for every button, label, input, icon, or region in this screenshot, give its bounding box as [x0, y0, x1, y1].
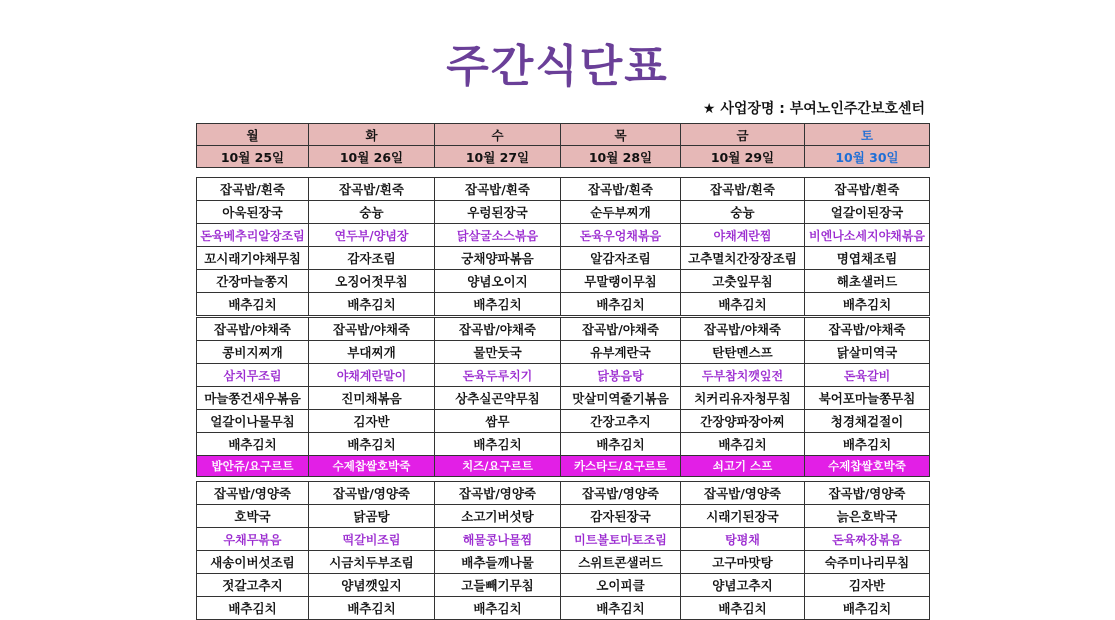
menu-cell: 잡곡밥/야채죽 — [435, 318, 561, 341]
page-title: 주간식단표 — [446, 41, 669, 92]
menu-cell: 스위트콘샐러드 — [561, 551, 681, 574]
day-name: 월 — [197, 124, 309, 146]
menu-cell: 닭곰탕 — [309, 505, 435, 528]
breakfast-row — [197, 293, 930, 316]
menu-cell: 청경채겉절이 — [805, 410, 930, 433]
menu-cell: 배추김치 — [681, 597, 805, 620]
dinner-row — [197, 505, 930, 528]
menu-cell: 잡곡밥/영양죽 — [309, 482, 435, 505]
snack-cell: 카스타드/요구르트 — [561, 456, 681, 477]
main-dish-cell: 연두부/양념장 — [309, 224, 435, 247]
menu-cell: 맛살미역줄기볶음 — [561, 387, 681, 410]
menu-cell: 잡곡밥/흰죽 — [309, 178, 435, 201]
menu-cell: 배추김치 — [309, 293, 435, 316]
menu-cell: 간장마늘쫑지 — [197, 270, 309, 293]
day-date: 10월 27일 — [435, 146, 561, 168]
main-dish-cell: 돈육우엉채볶음 — [561, 224, 681, 247]
menu-cell: 소고기버섯탕 — [435, 505, 561, 528]
snack-cell: 쇠고기 스프 — [681, 456, 805, 477]
dinner-table — [196, 481, 930, 620]
menu-cell: 배추김치 — [309, 433, 435, 456]
menu-cell: 배추김치 — [805, 597, 930, 620]
menu-cell: 궁채양파볶음 — [435, 247, 561, 270]
menu-cell: 잡곡밥/흰죽 — [561, 178, 681, 201]
menu-cell: 상추실곤약무침 — [435, 387, 561, 410]
menu-cell: 무말랭이무침 — [561, 270, 681, 293]
dinner-row — [197, 482, 930, 505]
menu-cell: 오징어젓무침 — [309, 270, 435, 293]
menu-cell: 마늘쫑건새우볶음 — [197, 387, 309, 410]
day-name: 화 — [309, 124, 435, 146]
menu-cell: 잡곡밥/야채죽 — [561, 318, 681, 341]
main-dish-cell: 삼치무조림 — [197, 364, 309, 387]
menu-cell: 배추김치 — [197, 597, 309, 620]
menu-cell: 배추김치 — [435, 433, 561, 456]
menu-cell: 잡곡밥/흰죽 — [435, 178, 561, 201]
menu-cell: 잡곡밥/야채죽 — [681, 318, 805, 341]
day-date: 10월 30일 — [805, 146, 930, 168]
day-name: 수 — [435, 124, 561, 146]
menu-cell: 잡곡밥/영양죽 — [805, 482, 930, 505]
menu-cell: 숭늉 — [309, 201, 435, 224]
menu-cell: 잡곡밥/영양죽 — [561, 482, 681, 505]
menu-cell: 명엽채조림 — [805, 247, 930, 270]
menu-cell: 콩비지찌개 — [197, 341, 309, 364]
day-date: 10월 28일 — [561, 146, 681, 168]
main-dish-cell: 탕평채 — [681, 528, 805, 551]
day-name: 목 — [561, 124, 681, 146]
main-dish-cell: 미트볼토마토조림 — [561, 528, 681, 551]
day-name: 금 — [681, 124, 805, 146]
menu-cell: 탄탄멘스프 — [681, 341, 805, 364]
menu-cell: 잡곡밥/흰죽 — [197, 178, 309, 201]
snack-cell: 수제찹쌀호박죽 — [805, 456, 930, 477]
menu-cell: 배추들깨나물 — [435, 551, 561, 574]
snack-cell: 치즈/요구르트 — [435, 456, 561, 477]
breakfast-row — [197, 247, 930, 270]
day-header-table — [196, 123, 930, 168]
menu-cell: 김자반 — [309, 410, 435, 433]
breakfast-row — [197, 201, 930, 224]
lunch-body — [197, 318, 930, 477]
dinner-body — [197, 482, 930, 620]
menu-cell: 쌈무 — [435, 410, 561, 433]
menu-cell: 꼬시래기야채무침 — [197, 247, 309, 270]
menu-cell: 배추김치 — [805, 433, 930, 456]
breakfast-row — [197, 178, 930, 201]
menu-cell: 잡곡밥/야채죽 — [805, 318, 930, 341]
menu-cell: 양념고추지 — [681, 574, 805, 597]
menu-cell: 간장양파장아찌 — [681, 410, 805, 433]
main-dish-cell: 돈육갈비 — [805, 364, 930, 387]
menu-cell: 배추김치 — [435, 597, 561, 620]
menu-cell: 고들빼기무침 — [435, 574, 561, 597]
menu-cell: 호박국 — [197, 505, 309, 528]
menu-cell: 배추김치 — [309, 597, 435, 620]
menu-cell: 배추김치 — [681, 293, 805, 316]
menu-cell: 물만둣국 — [435, 341, 561, 364]
lunch-row — [197, 433, 930, 456]
menu-cell: 잡곡밥/야채죽 — [197, 318, 309, 341]
menu-cell: 얼갈이나물무침 — [197, 410, 309, 433]
day-date-row — [197, 146, 930, 168]
menu-cell: 알감자조림 — [561, 247, 681, 270]
menu-cell: 치커리유자청무침 — [681, 387, 805, 410]
menu-cell: 배추김치 — [561, 293, 681, 316]
menu-cell: 순두부찌개 — [561, 201, 681, 224]
lunch-row — [197, 341, 930, 364]
menu-cell: 오이피클 — [561, 574, 681, 597]
main-dish-cell: 돈육베추리알장조림 — [197, 224, 309, 247]
main-dish-cell: 우채무볶음 — [197, 528, 309, 551]
day-date: 10월 26일 — [309, 146, 435, 168]
menu-cell: 부대찌개 — [309, 341, 435, 364]
day-date: 10월 29일 — [681, 146, 805, 168]
breakfast-row — [197, 224, 930, 247]
lunch-table — [196, 317, 930, 477]
menu-cell: 배추김치 — [561, 597, 681, 620]
menu-cell: 우렁된장국 — [435, 201, 561, 224]
menu-cell: 잡곡밥/영양죽 — [435, 482, 561, 505]
snack-cell: 수제찹쌀호박죽 — [309, 456, 435, 477]
main-dish-cell: 닭봉음탕 — [561, 364, 681, 387]
snack-row — [197, 456, 930, 477]
menu-cell: 배추김치 — [435, 293, 561, 316]
main-dish-cell: 떡갈비조림 — [309, 528, 435, 551]
main-dish-cell: 돈육짜장볶음 — [805, 528, 930, 551]
menu-cell: 아욱된장국 — [197, 201, 309, 224]
menu-cell: 잡곡밥/야채죽 — [309, 318, 435, 341]
menu-cell: 잡곡밥/흰죽 — [805, 178, 930, 201]
lunch-row — [197, 364, 930, 387]
day-name-row — [197, 124, 930, 146]
menu-cell: 늙은호박국 — [805, 505, 930, 528]
dinner-row — [197, 551, 930, 574]
dinner-row — [197, 528, 930, 551]
menu-cell: 북어포마늘쫑무침 — [805, 387, 930, 410]
menu-cell: 배추김치 — [561, 433, 681, 456]
main-dish-cell: 해물콩나물찜 — [435, 528, 561, 551]
menu-cell: 양념오이지 — [435, 270, 561, 293]
menu-cell: 유부계란국 — [561, 341, 681, 364]
breakfast-row — [197, 270, 930, 293]
menu-cell: 배추김치 — [197, 433, 309, 456]
menu-cell: 양념깻잎지 — [309, 574, 435, 597]
menu-cell: 얼갈이된장국 — [805, 201, 930, 224]
menu-cell: 잡곡밥/영양죽 — [197, 482, 309, 505]
main-dish-cell: 두부참치깻잎전 — [681, 364, 805, 387]
menu-cell: 고추멸치간장장조림 — [681, 247, 805, 270]
main-dish-cell: 돈육두루치기 — [435, 364, 561, 387]
menu-cell: 배추김치 — [681, 433, 805, 456]
menu-cell: 시금치두부조림 — [309, 551, 435, 574]
day-name: 토 — [805, 124, 930, 146]
menu-cell: 닭살미역국 — [805, 341, 930, 364]
main-dish-cell: 야채계란찜 — [681, 224, 805, 247]
breakfast-body — [197, 178, 930, 316]
menu-cell: 숙주미나리무침 — [805, 551, 930, 574]
lunch-row — [197, 318, 930, 341]
menu-cell: 잡곡밥/흰죽 — [681, 178, 805, 201]
menu-cell: 해초샐러드 — [805, 270, 930, 293]
menu-cell: 감자조림 — [309, 247, 435, 270]
lunch-row — [197, 410, 930, 433]
menu-cell: 새송이버섯조림 — [197, 551, 309, 574]
day-date: 10월 25일 — [197, 146, 309, 168]
menu-cell: 감자된장국 — [561, 505, 681, 528]
menu-cell: 배추김치 — [197, 293, 309, 316]
snack-cell: 밥안쥬/요구르트 — [197, 456, 309, 477]
breakfast-table — [196, 177, 930, 316]
main-dish-cell: 비엔나소세지야채볶음 — [805, 224, 930, 247]
menu-cell: 잡곡밥/영양죽 — [681, 482, 805, 505]
menu-cell: 젓갈고추지 — [197, 574, 309, 597]
lunch-row — [197, 387, 930, 410]
dinner-row — [197, 597, 930, 620]
main-dish-cell: 닭살굴소스볶음 — [435, 224, 561, 247]
dinner-row — [197, 574, 930, 597]
main-dish-cell: 야채계란말이 — [309, 364, 435, 387]
menu-cell: 간장고추지 — [561, 410, 681, 433]
menu-cell: 김자반 — [805, 574, 930, 597]
menu-cell: 숭늉 — [681, 201, 805, 224]
menu-cell: 배추김치 — [805, 293, 930, 316]
menu-cell: 고춧잎무침 — [681, 270, 805, 293]
menu-cell: 시래기된장국 — [681, 505, 805, 528]
menu-cell: 고구마맛탕 — [681, 551, 805, 574]
menu-cell: 진미채볶음 — [309, 387, 435, 410]
organization-label: ★ 사업장명 : 부여노인주간보호센터 — [702, 101, 925, 117]
